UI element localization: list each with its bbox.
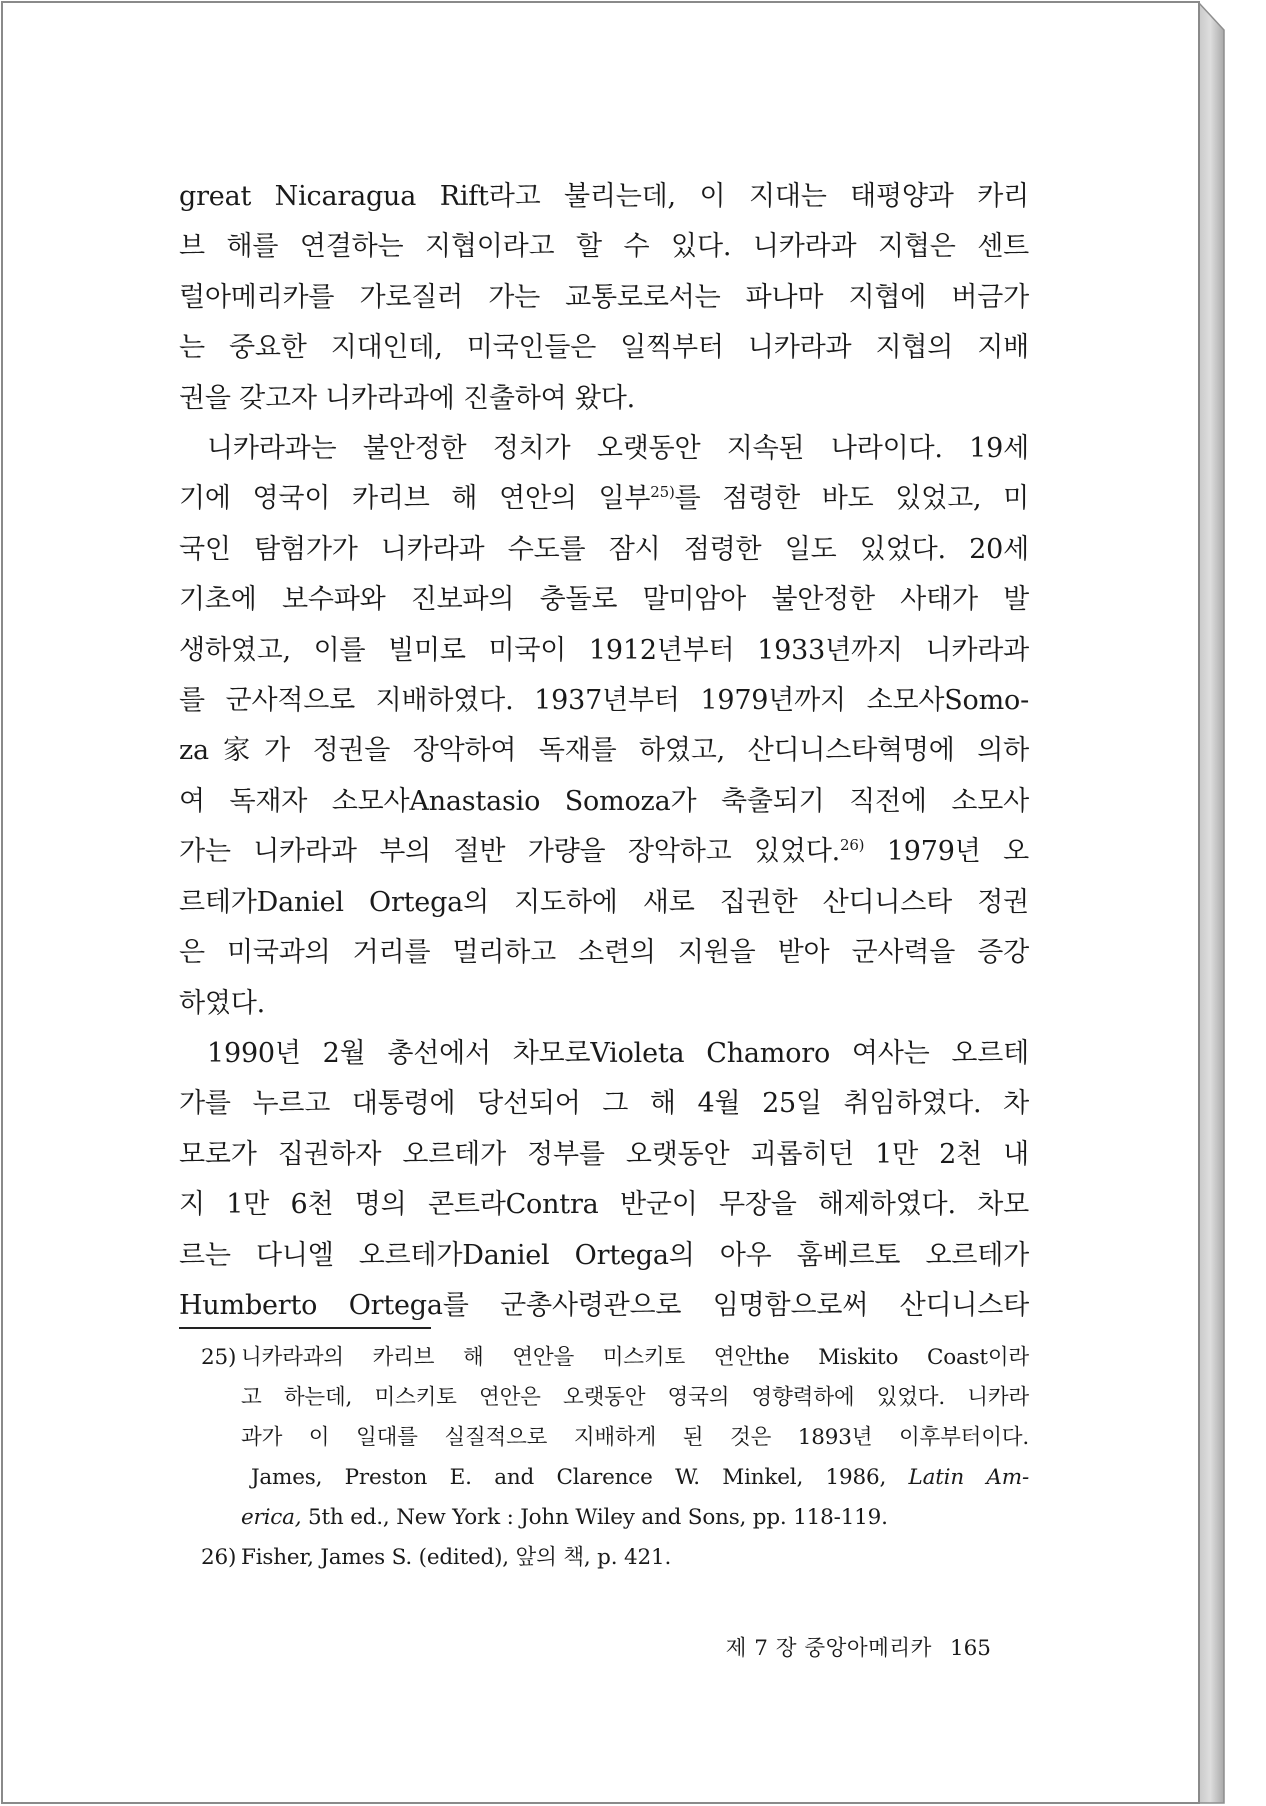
text-line: 은 미국과의 거리를 멀리하고 소련의 지원을 받아 군사력을 증강 (179, 937, 1029, 969)
text-line: 하였다. (179, 987, 266, 1019)
text-line: 는 중요한 지대인데, 미국인들은 일찍부터 니카라과 지협의 지배 (179, 332, 1029, 364)
text-line: 1990년 2월 총선에서 차모로Violeta Chamoro 여사는 오르테 (207, 1037, 1029, 1069)
citation-title: Latin Am- (908, 1465, 1029, 1490)
text-line: great Nicaragua Rift라고 불리는데, 이 지대는 태평양과 카리 (179, 181, 1029, 212)
footnote-line: Fisher, James S. (edited), 앞의 책, p. 421. (241, 1545, 672, 1570)
text-line: Humberto Ortega를 군총사령관으로 임명함으로써 산디니스타 (179, 1289, 1029, 1321)
footnotes (179, 1338, 1029, 1578)
text-line: 르테가Daniel Ortega의 지도하에 새로 집권한 산디니스타 정권 (179, 886, 1029, 918)
text-line: za家가 정권을 장악하여 독재를 하였고, 산디니스타혁명에 의하 (179, 735, 1029, 767)
running-footer (726, 1631, 991, 1662)
citation-title: erica, (241, 1505, 302, 1530)
paragraph-2 (179, 424, 1029, 1029)
text-line: 생하였고, 이를 빌미로 미국이 1912년부터 1933년까지 니카라과 (179, 634, 1029, 666)
citation-publisher: 5th ed., New York : John Wiley and Sons, pp. 118-119. (301, 1505, 888, 1530)
citation-authors: James, Preston E. and Clarence W. Minkel, 1986, (251, 1465, 909, 1490)
footnote-26 (179, 1538, 1029, 1578)
book-page (2, 2, 1198, 1802)
paragraph-1 (179, 172, 1029, 424)
text-line: 를 군사적으로 지배하였다. 1937년부터 1979년까지 소모사Somo- (179, 685, 1029, 717)
text-line: 모로가 집권하자 오르테가 정부를 오랫동안 괴롭히던 1만 2천 내 (179, 1138, 1029, 1170)
text-segment: 를 점령한 바도 있었고, 미 (674, 483, 1029, 515)
footnote-line: 고 하는데, 미스키토 연안은 오랫동안 영국의 영향력하에 있었다. 니카라 (241, 1385, 1029, 1410)
text-line: 국인 탐험가가 니카라과 수도를 잠시 점령한 일도 있었다. 20세 (179, 533, 1029, 565)
footnote-citation-line (179, 1498, 1029, 1538)
footnote-divider (179, 1327, 431, 1329)
footnote-ref-25[interactable]: 25) (650, 483, 675, 502)
text-segment: 1979년 오 (864, 836, 1029, 868)
body-text (179, 172, 1029, 1331)
text-line: 브 해를 연결하는 지협이라고 할 수 있다. 니카라과 지협은 센트 (179, 231, 1029, 263)
paragraph-3 (179, 1029, 1029, 1331)
text-segment: 가는 니카라과 부의 절반 가량을 장악하고 있었다. (179, 836, 840, 868)
text-line (179, 827, 1029, 877)
text-line: 기초에 보수파와 진보파의 충돌로 말미암아 불안정한 사태가 발 (179, 584, 1029, 616)
text-line: 니카라과는 불안정한 정치가 오랫동안 지속된 나라이다. 19세 (207, 433, 1029, 465)
text-line: 여 독재자 소모사Anastasio Somoza가 축출되기 직전에 소모사 (179, 785, 1029, 817)
text-line: 권을 갖고자 니카라과에 진출하여 왔다. (179, 382, 636, 414)
footnote-25 (179, 1338, 1029, 1538)
footnote-citation-line (179, 1458, 1029, 1498)
text-line (179, 474, 1029, 524)
text-segment: 기에 영국이 카리브 해 연안의 일부 (179, 483, 651, 515)
text-line: 지 1만 6천 명의 콘트라Contra 반군이 무장을 해제하였다. 차모 (179, 1189, 1029, 1221)
book-spine-edge (1199, 3, 1224, 1803)
footnote-ref-26[interactable]: 26) (839, 836, 865, 855)
text-line: 가를 누르고 대통령에 당선되어 그 해 4월 25일 취임하였다. 차 (179, 1088, 1029, 1120)
chapter-label: 제 7 장 중앙아메리카 (725, 1636, 932, 1661)
text-line: 르는 다니엘 오르테가Daniel Ortega의 아우 훔베르토 오르테가 (179, 1239, 1029, 1271)
footnote-line: 니카라과의 카리브 해 연안을 미스키토 연안the Miskito Coast이라 (241, 1345, 1029, 1370)
text-line: 럴아메리카를 가로질러 가는 교통로로서는 파나마 지협에 버금가 (179, 281, 1029, 313)
footnote-number: 25) (201, 1345, 237, 1370)
page-number: 165 (949, 1636, 991, 1661)
footnote-number: 26) (201, 1545, 237, 1570)
footnote-line: 과가 이 일대를 실질적으로 지배하게 된 것은 1893년 이후부터이다. (241, 1425, 1029, 1450)
